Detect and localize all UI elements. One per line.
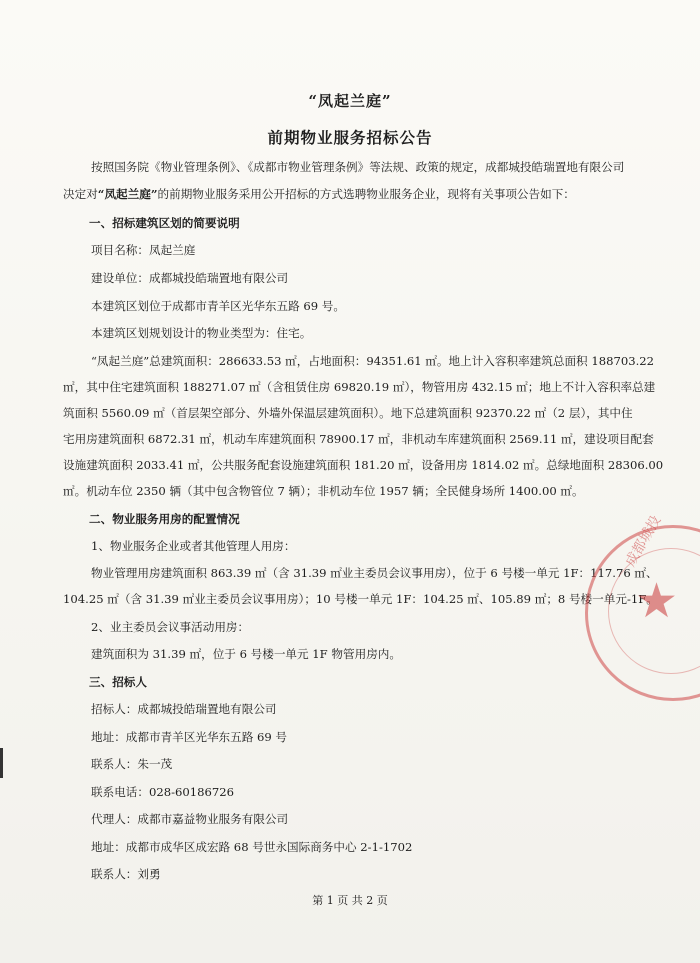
project-title: “凤起兰庭” <box>308 92 392 110</box>
section2-heading: 二、物业服务用房的配置情况 <box>89 512 240 526</box>
scan-edge-mark <box>0 748 3 778</box>
area-line-2: ㎡，其中住宅建筑面积 188271.07 ㎡（含租赁住房 69820.19 ㎡），物管用房 432.15 ㎡；地上不计入容积率总建 <box>63 380 656 394</box>
announcement-title: 前期物业服务招标公告 <box>267 128 433 147</box>
area-line-5: 设施建筑面积 2033.41 ㎡，公共服务配套设施建筑面积 181.20 ㎡，设备用房 1814.02 ㎡。总绿地面积 28306.00 <box>63 458 664 472</box>
agent-contact: 联系人：刘勇 <box>91 867 161 881</box>
tenderer: 招标人：成都城投皓瑞置地有限公司 <box>91 702 277 716</box>
office-line-1: 物业管理用房建筑面积 863.39 ㎡（含 31.39 ㎡业主委员会议事用房），位于 6 号楼一单元 1F：117.76 ㎡、 <box>91 566 658 580</box>
area-line-6: ㎡。机动车位 2350 辆（其中包含物管位 7 辆）；非机动车位 1957 辆；全民健身场所 1400.00 ㎡。 <box>63 484 584 498</box>
office-line-2: 104.25 ㎡（含 31.39 ㎡业主委员会议事用房）；10 号楼一单元 1F：104.25 ㎡、105.89 ㎡；8 号楼一单元-1F。 <box>63 592 658 606</box>
tenderer-phone: 联系电话：028-60186726 <box>91 785 235 799</box>
area-line-1: “凤起兰庭”总建筑面积：286633.53 ㎡，占地面积：94351.61 ㎡。地上计入容积率建筑总面积 188703.22 <box>91 354 655 368</box>
intro-line-2: 决定对“凤起兰庭”的前期物业服务采用公开招标的方式选聘物业服务企业，现将有关事项公告如下： <box>63 187 575 201</box>
committee-room: 建筑面积为 31.39 ㎡，位于 6 号楼一单元 1F 物管用房内。 <box>91 647 401 661</box>
seal-star-icon: ★ <box>635 573 679 629</box>
section2-sub1: 1、物业服务企业或者其他管理人用房： <box>91 539 296 553</box>
project-name: 项目名称：凤起兰庭 <box>91 243 196 257</box>
page-number: 第 1 页 共 2 页 <box>312 894 388 907</box>
section3-heading: 三、招标人 <box>89 675 147 689</box>
tenderer-address: 地址：成都市青羊区光华东五路 69 号 <box>91 730 288 744</box>
agent: 代理人：成都市嘉益物业服务有限公司 <box>91 812 289 826</box>
builder: 建设单位：成都城投皓瑞置地有限公司 <box>91 271 289 285</box>
intro-line-1: 按照国务院《物业管理条例》、《成都市物业管理条例》等法规、政策的规定，成都城投皓瑞置地有限公司 <box>91 160 625 174</box>
tenderer-contact: 联系人：朱一茂 <box>91 757 173 771</box>
section2-sub2: 2、业主委员会议事活动用房： <box>91 620 250 634</box>
area-line-3: 筑面积 5560.09 ㎡（首层架空部分、外墙外保温层建筑面积）。地下总建筑面积 92370.22 ㎡（2 层），其中住 <box>63 406 633 420</box>
location: 本建筑区划位于成都市青羊区光华东五路 69 号。 <box>91 299 345 313</box>
section1-heading: 一、招标建筑区划的简要说明 <box>89 216 240 230</box>
property-type: 本建筑区划规划设计的物业类型为：住宅。 <box>91 326 312 340</box>
seal-text: 成都城投 <box>622 513 665 570</box>
area-line-4: 宅用房建筑面积 6872.31 ㎡，机动车库建筑面积 78900.17 ㎡，非机动车库建筑面积 2569.11 ㎡，建设项目配套 <box>63 432 654 446</box>
agent-address: 地址：成都市成华区成宏路 68 号世永国际商务中心 2-1-1702 <box>91 840 413 854</box>
